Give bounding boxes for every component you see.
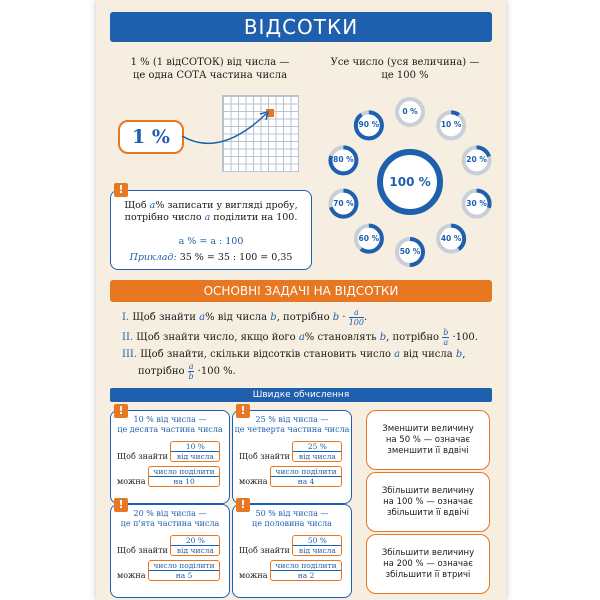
task-3-b: b [455,349,463,360]
quick-card-25 [232,410,352,504]
task-2-post: , потрібно [386,332,443,343]
whole-line-1: Усе число (уся величина) — [330,57,480,68]
card-pill-1 [292,535,342,556]
note-var-a2: a [204,212,211,223]
task-2-a: a [298,332,305,343]
side-text-1: Зменшити величину [382,423,474,434]
card-head-1: 20 % від числа — [133,509,207,518]
task-3-tail: ·100 %. [194,366,236,377]
side-card-increase-100 [366,472,490,532]
card-head-1: 25 % від числа — [255,415,329,424]
side-text-2: на 50 % — означає [385,434,471,445]
task-2-number: II. [122,332,134,343]
pill-den: на 4 [297,477,315,486]
task-3-frac-num: a [188,362,194,371]
task-2-pct: % [304,332,315,343]
task-3-frac-den: b [188,372,194,381]
example-value: 35 % = 35 : 100 = 0,35 [179,252,293,263]
pill-num: 25 % [293,442,341,452]
ring-label-60: 60 % [358,233,380,243]
task-2-b: b [379,332,387,343]
card-head-2: це десята частина числа [117,425,223,434]
pill-num: число поділити [271,467,341,477]
quick-header: Швидке обчислення [110,388,492,402]
quick-card-10 [110,410,230,504]
note-pre: Щоб [124,200,150,211]
task-1-frac-den: 100 [348,318,364,327]
ring-label-40: 40 % [440,233,462,243]
arrow-icon [180,108,276,148]
card-find: Щоб знайти [239,546,290,555]
task-1-mid: від числа [214,312,271,323]
note-line2-post: поділити на 100. [210,212,298,223]
task-3-pre: Щоб знайти, скільки відсотків становить число [140,349,395,360]
pill-den: на 10 [173,477,195,486]
card-pill-1 [292,441,342,462]
task-2 [122,328,492,347]
pill-den: від числа [176,546,214,555]
task-1-pct: % [205,312,215,323]
side-text-2: на 200 % — означає [383,558,473,569]
note-example [116,252,306,263]
example-label: Приклад: [129,252,177,263]
quick-card-50 [232,504,352,598]
task-3-a: a [394,349,401,360]
card-pill-2 [148,560,220,581]
warning-icon: ! [114,183,128,197]
quick-card-20 [110,504,230,598]
card-head-2: це половина числа [252,519,332,528]
pill-den: від числа [298,452,336,461]
side-text-1: Збільшити величину [381,485,475,496]
task-1-b: b [270,312,277,323]
ring-label-0: 0 % [402,107,418,116]
task-1-number: I. [122,312,130,323]
whole-line-2: це 100 % [381,70,429,81]
card-can: можна [239,477,268,486]
pill-num: 20 % [171,536,219,546]
definition-line-1: 1 % (1 відСОТОК) від числа — [130,57,290,68]
card-can: можна [117,477,146,486]
task-3-number: III. [122,349,138,360]
task-1-dot: · [339,312,349,323]
page-title: ВІДСОТКИ [110,12,492,42]
whole-number-text [310,56,500,82]
card-find: Щоб знайти [239,452,290,461]
warning-icon: ! [236,498,250,512]
card-pill-1 [170,441,220,462]
definition-line-2: це одна СОТА частина числа [132,70,288,81]
ring-label-100: 100 % [389,175,431,189]
side-text-3: зменшити її вдвічі [387,445,469,456]
task-3-mid: від числа [400,349,456,360]
task-3 [122,348,492,381]
card-pill-2 [148,466,220,487]
note-var-a: a [149,200,156,211]
task-1-end: . [364,312,368,323]
card-head-2: це четверта частина числа [234,425,350,434]
card-pill-1 [170,535,220,556]
side-card-increase-200 [366,534,490,594]
task-2-end: ·100. [449,332,478,343]
card-pill-2 [270,466,342,487]
card-head-1: 10 % від числа — [133,415,207,424]
pill-den: від числа [298,546,336,555]
side-text-3: збільшити її вдвічі [386,507,470,518]
definition-text [110,56,310,82]
ring-label-80: 80 % [333,155,354,165]
ring-label-90: 90 % [358,120,380,130]
card-pill-2 [270,560,342,581]
card-can: можна [117,571,146,580]
warning-icon: ! [114,498,128,512]
task-1-frac-num: a [349,308,364,318]
pill-num: 50 % [293,536,341,546]
task-1-pre: Щоб знайти [132,312,200,323]
pill-den: на 5 [175,571,193,580]
note-formula: a % = a : 100 [178,236,244,247]
task-1-b2: b [332,312,340,323]
task-3-line2: потрібно [138,366,188,377]
card-find: Щоб знайти [117,452,168,461]
side-card-decrease-50 [366,410,490,470]
task-3-end: , [462,349,466,360]
card-can: можна [239,571,268,580]
note-line2-pre: потрібно число [124,212,205,223]
task-1 [122,308,492,327]
card-head-2: це п'ята частина числа [120,519,220,528]
task-2-mid: становлять [314,332,380,343]
ring-label-50: 50 % [399,247,421,256]
poster [96,0,506,600]
ring-label-70: 70 % [333,198,354,208]
pill-num: число поділити [149,561,219,571]
card-head-1: 50 % від числа — [255,509,329,518]
task-1-fraction [349,308,364,327]
pill-num: число поділити [271,561,341,571]
pill-den: від числа [176,452,214,461]
side-text-1: Збільшити величину [381,547,475,558]
pill-den: на 2 [297,571,315,580]
note-text [116,200,306,224]
ring-label-30: 30 % [466,198,487,208]
task-2-pre: Щоб знайти число, якщо його [136,332,299,343]
ring-label-20: 20 % [466,155,487,165]
pill-num: число поділити [149,467,219,477]
warning-icon: ! [114,404,128,418]
note-pct: % [155,200,165,211]
card-find: Щоб знайти [117,546,168,555]
task-2-frac-num: b [443,328,449,337]
task-1-a: a [199,312,206,323]
tasks-header: ОСНОВНІ ЗАДАЧІ НА ВІДСОТКИ [110,280,492,302]
ring-label-10: 10 % [440,120,462,130]
pill-num: 10 % [171,442,219,452]
warning-icon: ! [236,404,250,418]
one-percent-badge: 1 % [118,120,184,154]
task-2-frac-den: a [443,338,449,347]
side-text-3: збільшити її втричі [385,569,471,580]
side-text-2: на 100 % — означає [383,496,473,507]
note-mid: записати у вигляді дробу, [164,200,298,211]
task-1-post: , потрібно [276,312,333,323]
